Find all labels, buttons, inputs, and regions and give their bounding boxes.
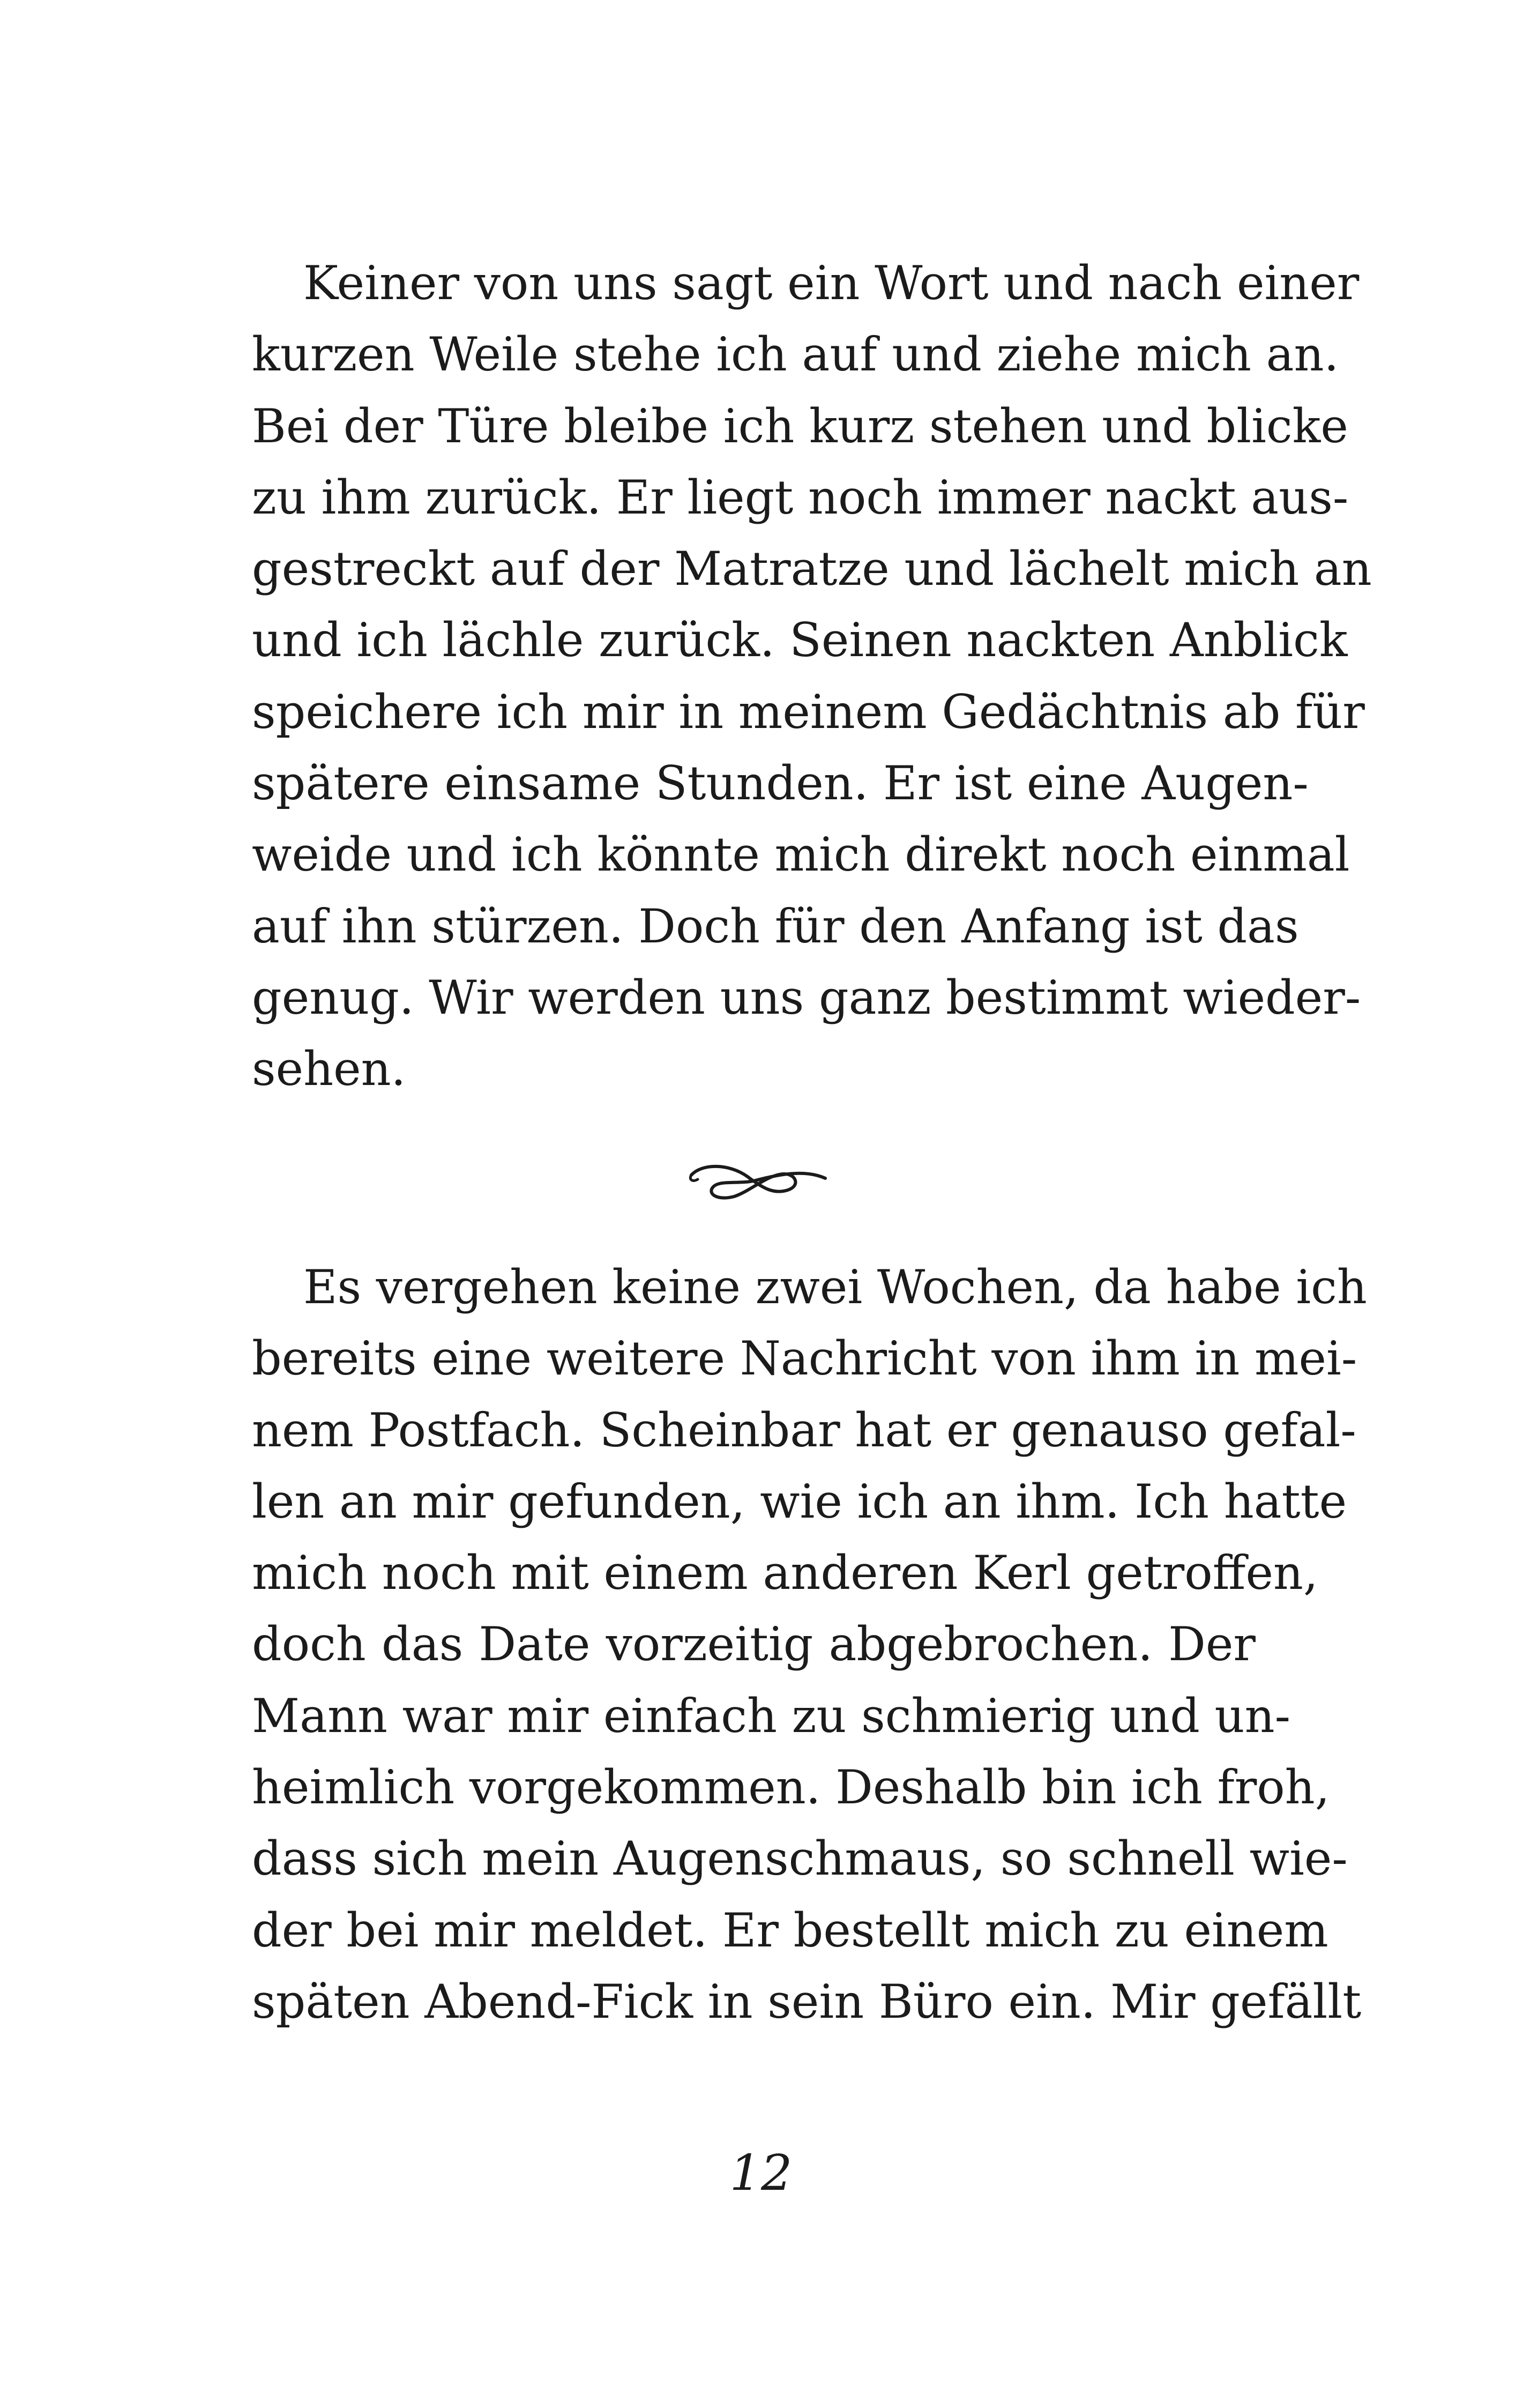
- text-line: gestreckt auf der Matratze und lächelt mich an: [252, 541, 1372, 597]
- text-line: Mann war mir einfach zu schmierig und un-: [252, 1688, 1291, 1743]
- text-line: auf ihn stürzen. Doch für den Anfang ist das: [252, 898, 1299, 954]
- text-line: heimlich vorgekommen. Deshalb bin ich froh,: [252, 1760, 1330, 1815]
- paragraph-1: [252, 248, 1372, 1105]
- text-line: Bei der Türe bleibe ich kurz stehen und blicke: [252, 398, 1348, 454]
- text-line: nem Postfach. Scheinbar hat er genauso gefal-: [252, 1402, 1356, 1458]
- text-line: späten Abend-Fick in sein Büro ein. Mir gefällt: [252, 1974, 1362, 2029]
- paragraph-2: [252, 1252, 1367, 2038]
- text-line: weide und ich könnte mich direkt noch einmal: [252, 827, 1350, 882]
- text-line: Es vergehen keine zwei Wochen, da habe ich: [303, 1260, 1367, 1314]
- text-line: spätere einsame Stunden. Er ist eine Augen-: [252, 756, 1309, 811]
- text-line: genug. Wir werden uns ganz bestimmt wieder-: [252, 970, 1361, 1025]
- text-line: dass sich mein Augenschmaus, so schnell wie-: [252, 1831, 1348, 1886]
- text-line: mich noch mit einem anderen Kerl getroffen,: [252, 1545, 1318, 1601]
- text-line: zu ihm zurück. Er liegt noch immer nackt aus-: [252, 470, 1349, 525]
- text-line: kurzen Weile stehe ich auf und ziehe mich an.: [252, 327, 1339, 382]
- page-number: 12: [729, 2144, 793, 2202]
- flourish-ornament-icon: [681, 1147, 841, 1212]
- text-line: doch das Date vorzeitig abgebrochen. Der: [252, 1617, 1256, 1672]
- text-line: speichere ich mir in meinem Gedächtnis ab für: [252, 684, 1365, 739]
- text-line: sehen.: [252, 1042, 406, 1097]
- text-line: der bei mir meldet. Er bestellt mich zu einem: [252, 1902, 1328, 1958]
- text-line: len an mir gefunden, wie ich an ihm. Ich hatte: [252, 1474, 1347, 1529]
- text-line: und ich lächle zurück. Seinen nackten Anblick: [252, 613, 1348, 668]
- text-line: bereits eine weitere Nachricht von ihm in mei-: [252, 1331, 1357, 1386]
- text-line: Keiner von uns sagt ein Wort und nach einer: [303, 256, 1360, 310]
